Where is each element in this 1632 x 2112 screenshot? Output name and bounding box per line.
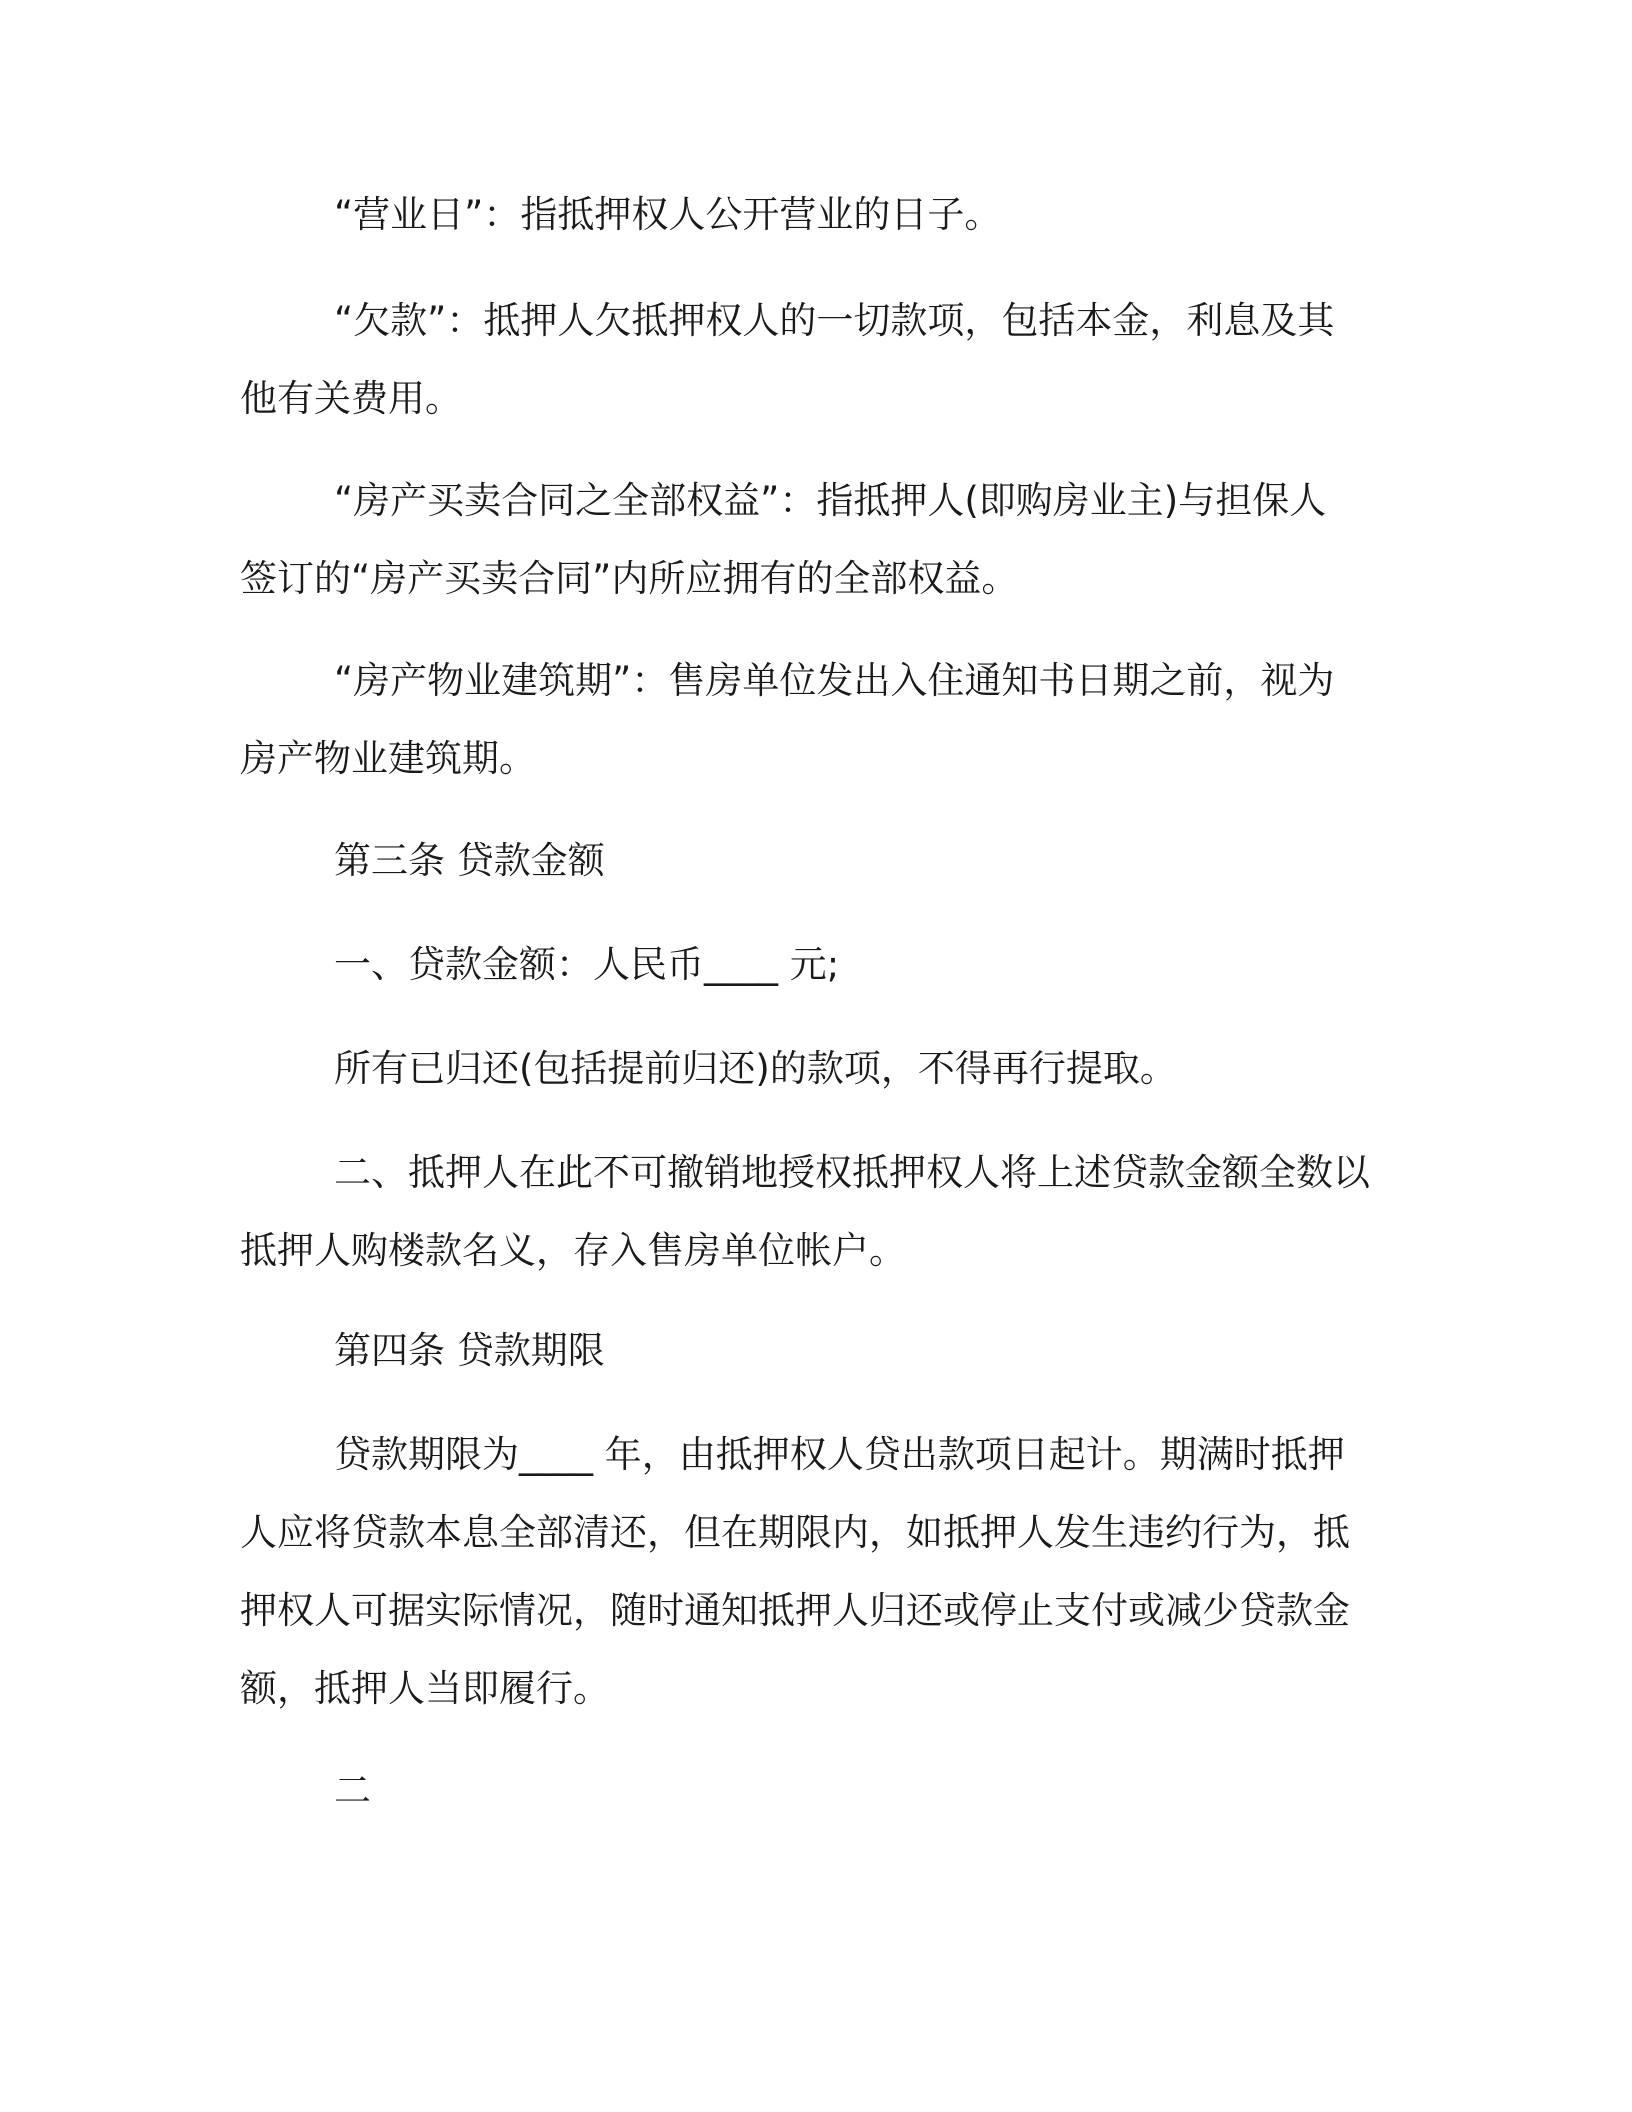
paragraph-line: 押权人可据实际情况，随时通知抵押人归还或停止支付或减少贷款金: [240, 1589, 1350, 1632]
paragraph-line: 签订的“房产买卖合同”内所应拥有的全部权益。: [240, 557, 1019, 600]
paragraph-line: “房产买卖合同之全部权益”：指抵押人(即购房业主)与担保人: [334, 479, 1327, 522]
paragraph-line: “欠款”：抵押人欠抵押权人的一切款项，包括本金，利息及其: [334, 299, 1335, 342]
paragraph-line: 二、抵押人在此不可撤销地授权抵押权人将上述贷款金额全数以: [334, 1151, 1370, 1194]
article-4-item-2: [240, 1752, 1380, 1830]
paragraph-line: “营业日”：指抵押权人公开营业的日子。: [334, 193, 1002, 236]
article-3-heading: [240, 822, 1380, 900]
definition-debt: [240, 282, 1380, 438]
paragraph-line: 房产物业建筑期。: [240, 737, 536, 780]
definition-contract-rights: [240, 462, 1380, 618]
article-3-note: [240, 1030, 1380, 1108]
paragraph-line: 他有关费用。: [240, 377, 462, 420]
paragraph-line: “房产物业建筑期”：售房单位发出入住通知书日期之前，视为: [334, 659, 1335, 702]
paragraph-line: 抵押人购楼款名义，存入售房单位帐户。: [240, 1229, 906, 1272]
paragraph-line: 第三条 贷款金额: [334, 839, 605, 882]
paragraph-line: 二: [334, 1769, 371, 1812]
paragraph-line: 所有已归还(包括提前归还)的款项，不得再行提取。: [334, 1047, 1177, 1090]
article-4-body: [240, 1416, 1380, 1728]
article-4-heading: [240, 1312, 1380, 1390]
definition-construction-period: [240, 642, 1380, 798]
paragraph-line: 第四条 贷款期限: [334, 1329, 605, 1372]
paragraph-line: 一、贷款金额：人民币____ 元;: [334, 943, 840, 986]
paragraph-line: 贷款期限为____ 年，由抵押权人贷出款项日起计。期满时抵押: [334, 1433, 1345, 1476]
article-3-item-2: [240, 1134, 1380, 1290]
paragraph-line: 额，抵押人当即履行。: [240, 1667, 610, 1710]
paragraph-line: 人应将贷款本息全部清还，但在期限内，如抵押人发生违约行为，抵: [240, 1511, 1350, 1554]
article-3-item-1: [240, 926, 1380, 1004]
definition-business-day: [240, 176, 1380, 254]
